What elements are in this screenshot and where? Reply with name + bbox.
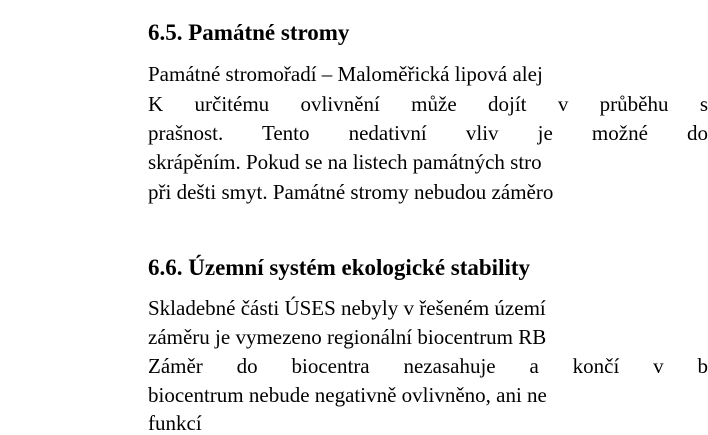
paragraph-line: Skladebné části ÚSES nebyly v řešeném území <box>148 296 546 320</box>
paragraph-line: biocentrum nebude negativně ovlivněno, ani ne <box>148 383 547 407</box>
paragraph-line: záměru je vymezeno regionální biocentrum RB <box>148 325 547 349</box>
paragraph-line: funkcí <box>148 411 202 435</box>
paragraph-line: K určitému ovlivnění může dojít v průběhu s <box>148 92 708 116</box>
paragraph-line: prašnost. Tento nedativní vliv je možné do <box>148 121 708 145</box>
paragraph-line: Záměr do biocentra nezasahuje a končí v b <box>148 354 708 378</box>
section-heading-pamatne-stromy: 6.5. Památné stromy <box>148 20 350 45</box>
paragraph-line: při dešti smyt. Památné stromy nebudou záměro <box>148 180 554 204</box>
section-heading-uses: 6.6. Územní systém ekologické stability <box>148 255 531 280</box>
paragraph-line: skrápěním. Pokud se na listech památných stro <box>148 150 542 174</box>
paragraph-line: Památné stromořadí – Maloměřická lipová alej <box>148 62 543 86</box>
